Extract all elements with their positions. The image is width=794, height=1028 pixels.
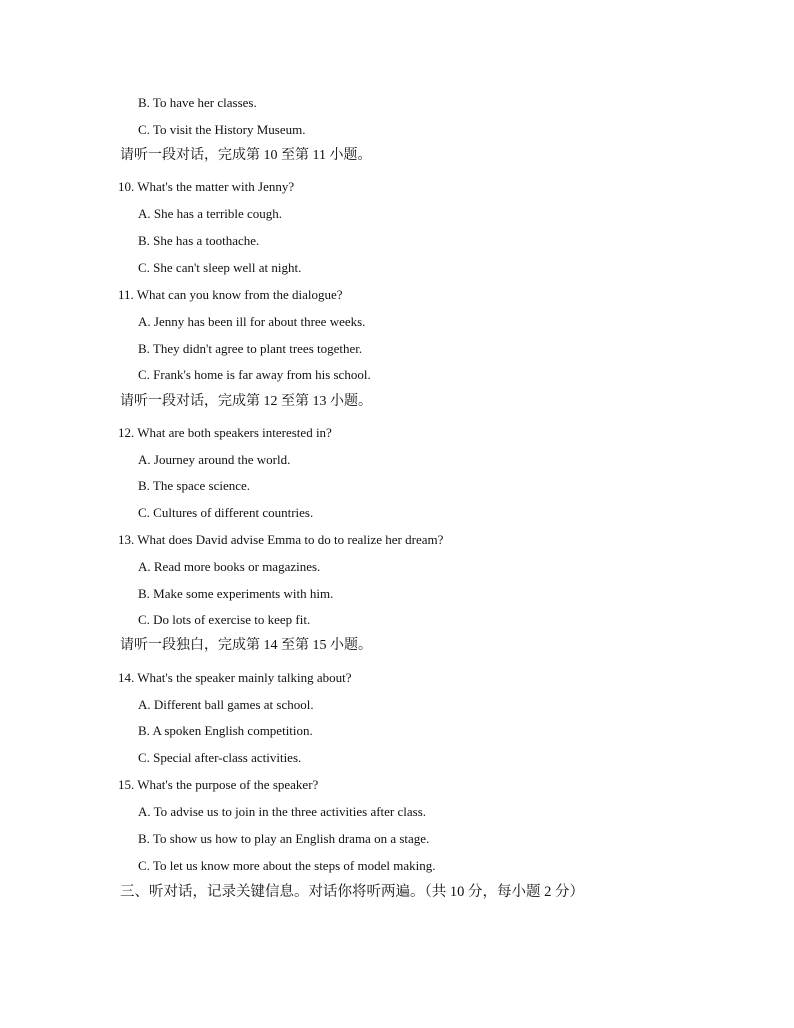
option-15a: A. To advise us to join in the three activities after class. [138,804,427,819]
option-10b: B. She has a toothache. [138,233,260,248]
option-11a: A. Jenny has been ill for about three weeks. [138,314,366,329]
option-14b: B. A spoken English competition. [138,723,313,738]
option-13c: C. Do lots of exercise to keep fit. [138,612,311,627]
option-10c: C. She can't sleep well at night. [138,260,302,275]
section-instruction-14-15: 请听一段独白，完成第 14 至第 15 小题。 [120,638,372,653]
question-15: 15. What's the purpose of the speaker? [118,777,319,792]
option-13a: A. Read more books or magazines. [138,559,321,574]
option-9b: B. To have her classes. [138,95,257,110]
option-11b: B. They didn't agree to plant trees together. [138,341,363,356]
option-12a: A. Journey around the world. [138,452,291,467]
option-12b: B. The space science. [138,478,251,493]
section-three-heading: 三、听对话，记录关键信息。对话你将听两遍。（共 10 分，每小题 2 分） [120,884,584,900]
question-11: 11. What can you know from the dialogue? [118,287,343,302]
option-10a: A. She has a terrible cough. [138,206,283,221]
option-14c: C. Special after-class activities. [138,750,302,765]
option-15b: B. To show us how to play an English drama on a stage. [138,831,430,846]
option-13b: B. Make some experiments with him. [138,586,334,601]
question-13: 13. What does David advise Emma to do to realize her dream? [118,532,444,547]
option-11c: C. Frank's home is far away from his school. [138,367,371,382]
question-14: 14. What's the speaker mainly talking about? [118,670,352,685]
option-12c: C. Cultures of different countries. [138,505,314,520]
section-instruction-10-11: 请听一段对话，完成第 10 至第 11 小题。 [120,148,372,163]
option-9c: C. To visit the History Museum. [138,122,306,137]
section-instruction-12-13: 请听一段对话，完成第 12 至第 13 小题。 [120,394,372,409]
question-12: 12. What are both speakers interested in? [118,425,332,440]
question-10: 10. What's the matter with Jenny? [118,179,295,194]
option-15c: C. To let us know more about the steps of model making. [138,858,436,873]
option-14a: A. Different ball games at school. [138,697,314,712]
